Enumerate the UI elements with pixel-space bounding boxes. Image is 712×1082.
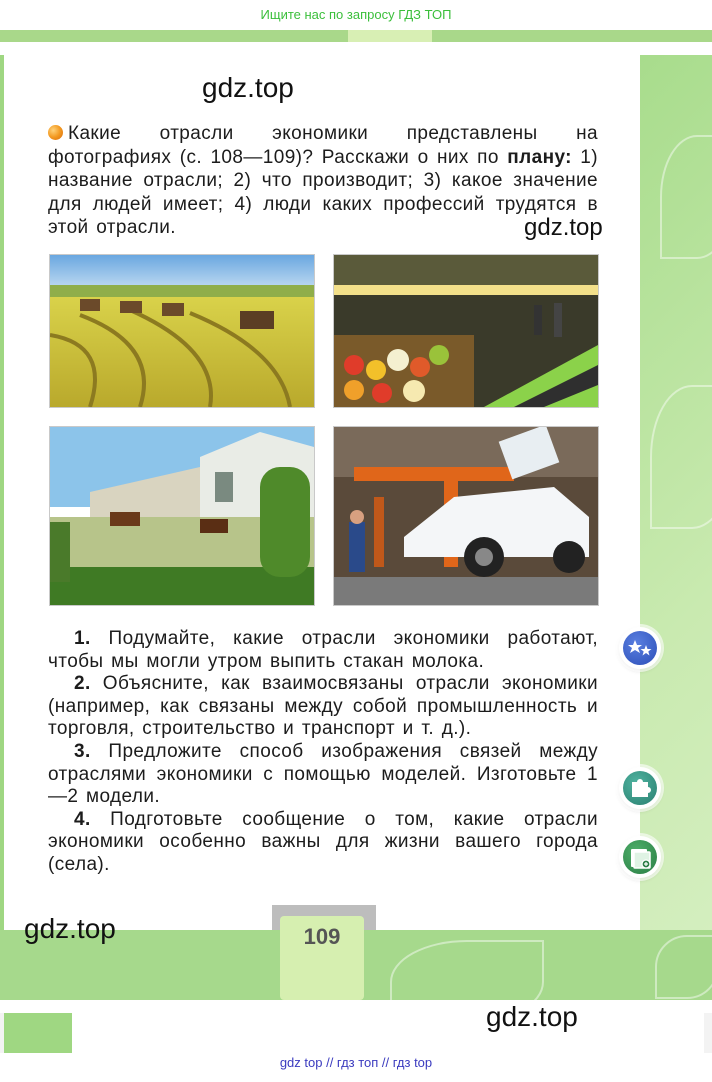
photo-harvest-field [49,254,315,408]
previous-page-strip [0,30,712,42]
task-item: 3. Предложите способ изображения связей между отраслями экономики с помощью моделей. Изготовьте 1—2 модели. [48,740,598,808]
footer-links[interactable]: gdz top // гдз топ // гдз top [279,1055,433,1070]
photo-horse-farm [49,426,315,606]
task-item: 4. Подготовьте сообщение о том, какие отрасли экономики особенно важны для жизни вашего города (села). [48,808,598,875]
watermark: gdz.top [486,1001,578,1032]
watermark: gdz.top [24,913,116,944]
folder-icon[interactable] [619,836,661,878]
photo-car-factory [333,426,599,606]
photo-supermarket [333,254,599,408]
next-page-strip [0,1013,712,1053]
puzzle-icon[interactable] [619,767,661,809]
task-list [48,628,598,877]
task-item: 1. Подумайте, какие отрасли экономики работают, чтобы мы могли утром выпить стакан молока. [48,628,599,672]
bullet-icon [48,125,63,140]
intro-question: Какие отрасли экономики представлены на фотографиях (с. 108—109)? Расскажи о них по плану: 1) название отрасли; 2) что производит; 3) какое значение для людей имеет; 4) люди каких профессий трудятся в этой отрасли. [48,123,598,238]
watermark: gdz.top [524,214,603,241]
page-number: 109 [303,924,341,949]
top-banner[interactable]: Ищите нас по запросу ГДЗ ТОП [260,7,452,22]
task-item: 2. Объясните, как взаимосвязаны отрасли экономики (например, как связаны между собой промышленность и торговля, строительство и транспорт и т. д.). [48,673,598,740]
watermark: gdz.top [202,72,294,103]
stars-icon[interactable] [619,627,661,669]
